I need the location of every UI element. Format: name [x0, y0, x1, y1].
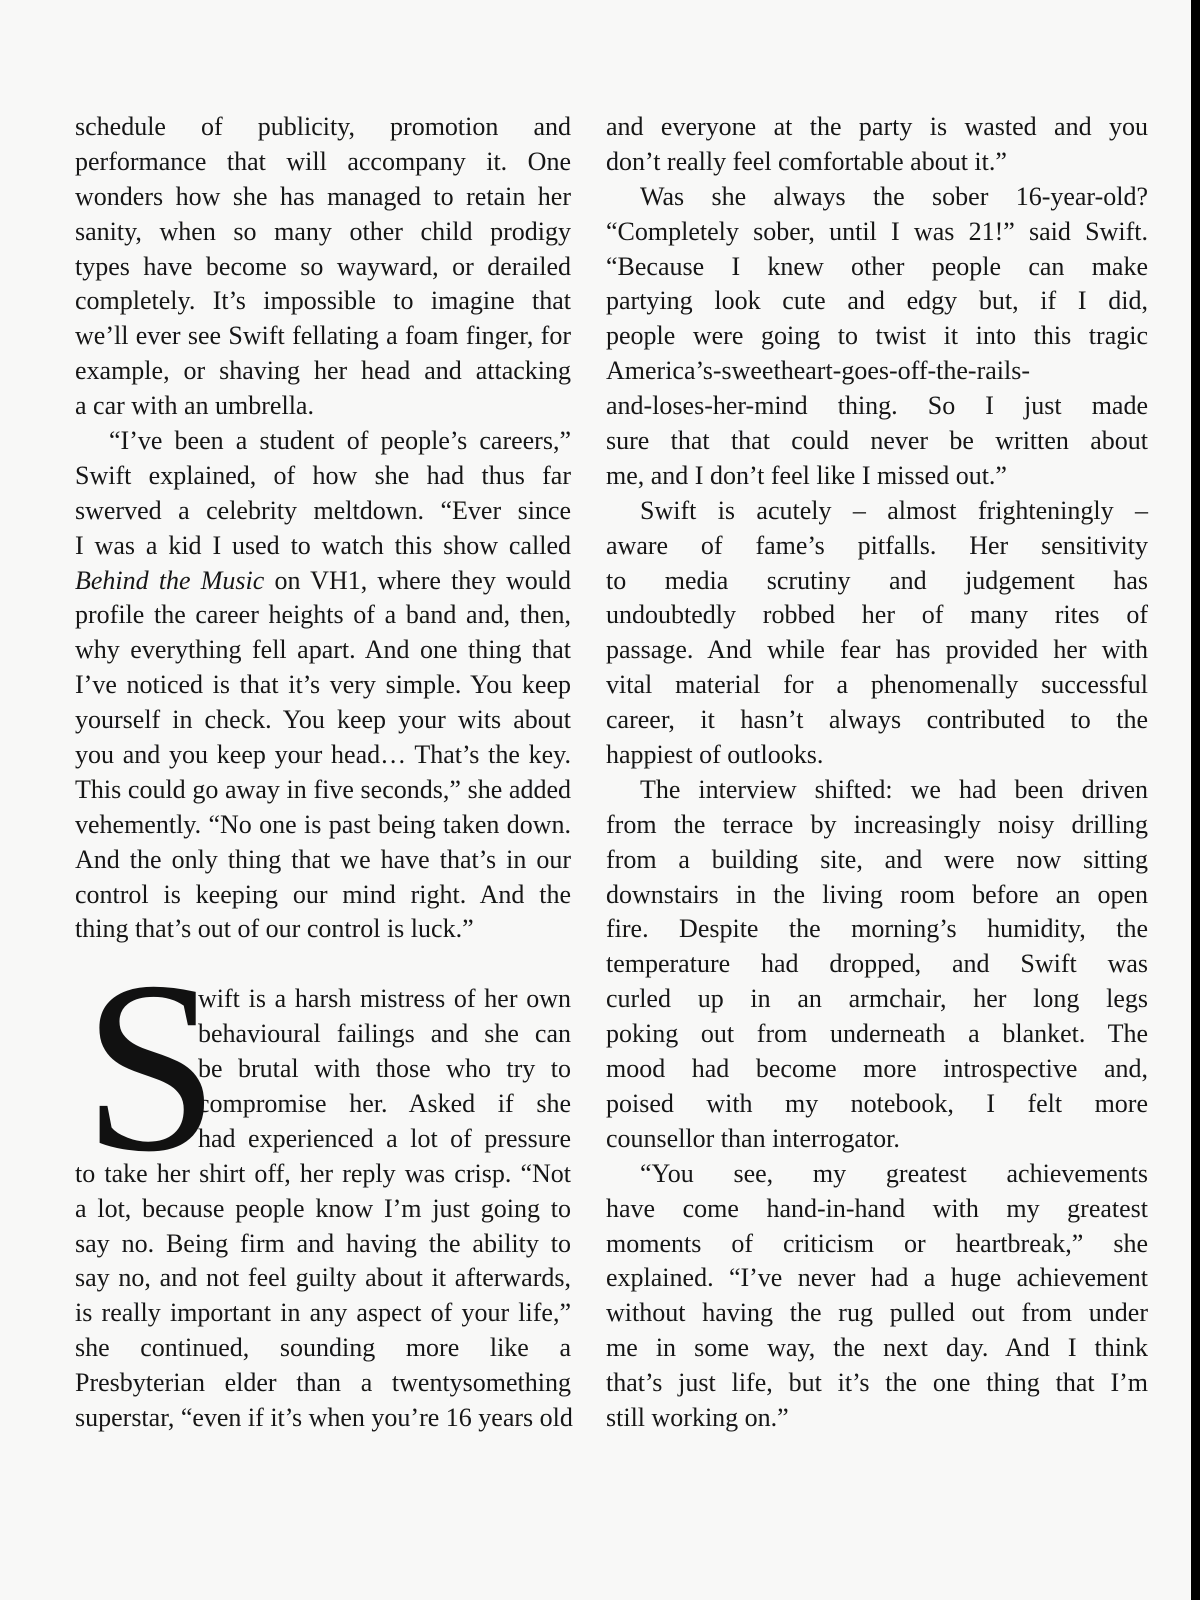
text-line: compromise her. Asked if she: [198, 1088, 571, 1118]
text-line: sure that that could never be written about: [606, 426, 1148, 456]
left-column: [75, 110, 571, 1436]
text-line: Behind the Music on VH1, where they would: [75, 565, 571, 595]
drop-cap: S: [83, 931, 220, 1203]
text-line: passage. And while fear has provided her with: [606, 635, 1148, 665]
text-line: moments of criticism or heartbreak,” she: [606, 1228, 1148, 1258]
text-line: thing that’s out of our control is luck.”: [75, 914, 474, 944]
text-line: counsellor than interrogator.: [606, 1123, 900, 1153]
text-line: sanity, when so many other child prodigy: [75, 216, 571, 246]
paragraph: [606, 110, 1148, 180]
text-line: have come hand-in-hand with my greatest: [606, 1193, 1148, 1223]
paragraph-dropcap: [75, 931, 573, 1436]
text-line: profile the career heights of a band and, then,: [75, 600, 571, 630]
text-line: yourself in check. You keep your wits about: [75, 705, 571, 735]
paragraph: [606, 773, 1148, 1157]
text-line: “Completely sober, until I was 21!” said Swift.: [606, 216, 1148, 246]
text-line: people were going to twist it into this tragic: [606, 321, 1148, 351]
text-line: America’s-sweetheart-goes-off-the-rails-: [606, 356, 1030, 386]
text-line: fire. Despite the morning’s humidity, the: [606, 914, 1148, 944]
text-line: partying look cute and edgy but, if I did,: [606, 286, 1148, 316]
text-line: say no, and not feel guilty about it afterwards,: [75, 1263, 571, 1293]
text-line: mood had become more introspective and,: [606, 1054, 1148, 1084]
text-line: downstairs in the living room before an open: [606, 879, 1148, 909]
text-line: a lot, because people know I’m just going to: [75, 1193, 571, 1223]
text-line: completely. It’s impossible to imagine that: [75, 286, 571, 316]
text-line: aware of fame’s pitfalls. Her sensitivity: [606, 530, 1148, 560]
text-line: “I’ve been a student of people’s careers,”: [109, 426, 571, 456]
text-line: still working on.”: [606, 1402, 789, 1432]
text-line: from a building site, and were now sitting: [606, 844, 1148, 874]
text-line: you and you keep your head… That’s the key.: [75, 740, 571, 770]
text-line: Was she always the sober 16-year-old?: [640, 181, 1148, 211]
text-line: without having the rug pulled out from under: [606, 1298, 1148, 1328]
paragraph: [75, 110, 571, 424]
paragraph: [606, 180, 1148, 494]
text-line: me in some way, the next day. And I think: [606, 1333, 1148, 1363]
text-line: vehemently. “No one is past being taken down.: [75, 809, 571, 839]
text-line: happiest of outlooks.: [606, 740, 824, 770]
text-line: “You see, my greatest achievements: [640, 1158, 1148, 1188]
text-line: that’s just life, but it’s the one thing that I’m: [606, 1368, 1148, 1398]
paragraph: [606, 1157, 1148, 1436]
text-line: wift is a harsh mistress of her own: [198, 984, 571, 1014]
text-line: curled up in an armchair, her long legs: [606, 984, 1148, 1014]
text-line: example, or shaving her head and attacking: [75, 356, 571, 386]
paragraph: [75, 424, 571, 947]
text-line: This could go away in five seconds,” she added: [75, 774, 571, 804]
text-line: to media scrutiny and judgement has: [606, 565, 1148, 595]
text-line: temperature had dropped, and Swift was: [606, 949, 1148, 979]
text-line: from the terrace by increasingly noisy drilling: [606, 809, 1148, 839]
text-line: a car with an umbrella.: [75, 391, 314, 421]
text-line: had experienced a lot of pressure: [198, 1123, 571, 1153]
text-line: wonders how she has managed to retain her: [75, 181, 571, 211]
text-line: poised with my notebook, I felt more: [606, 1088, 1148, 1118]
text-line: behavioural failings and she can: [198, 1019, 571, 1049]
text-line: poking out from underneath a blanket. The: [606, 1019, 1148, 1049]
text-line: Swift explained, of how she had thus far: [75, 460, 571, 490]
text-line: vital material for a phenomenally successful: [606, 670, 1148, 700]
text-line: I was a kid I used to watch this show called: [75, 530, 571, 560]
text-line: we’ll ever see Swift fellating a foam finger, for: [75, 321, 571, 351]
text-line: why everything fell apart. And one thing that: [75, 635, 571, 665]
page-edge: [1191, 0, 1200, 1600]
text-line: me, and I don’t feel like I missed out.”: [606, 460, 1007, 490]
text-line: The interview shifted: we had been driven: [640, 774, 1148, 804]
text-line: explained. “I’ve never had a huge achievement: [606, 1263, 1148, 1293]
text-line: career, it hasn’t always contributed to the: [606, 705, 1148, 735]
text-line: types have become so wayward, or derailed: [75, 251, 571, 281]
text-line: don’t really feel comfortable about it.”: [606, 146, 1007, 176]
text-line: she continued, sounding more like a: [75, 1333, 571, 1363]
text-line: and-loses-her-mind thing. So I just made: [606, 391, 1148, 421]
text-line: and everyone at the party is wasted and you: [606, 112, 1148, 141]
text-line: to take her shirt off, her reply was crisp. “Not: [75, 1158, 571, 1188]
text-line: schedule of publicity, promotion and: [75, 112, 571, 141]
text-line: say no. Being firm and having the ability to: [75, 1228, 571, 1258]
text-line: Presbyterian elder than a twentysomething: [75, 1368, 571, 1398]
italic-title: Behind the Music: [75, 565, 265, 595]
text-line: I’ve noticed is that it’s very simple. You keep: [75, 670, 571, 700]
text-line: control is keeping our mind right. And the: [75, 879, 571, 909]
text-line: is really important in any aspect of your life,”: [75, 1298, 571, 1328]
right-column: [606, 110, 1148, 1436]
text-line: Swift is acutely – almost frighteningly –: [640, 495, 1148, 525]
text-line: And the only thing that we have that’s in our: [75, 844, 571, 874]
text-line: performance that will accompany it. One: [75, 146, 571, 176]
text-line: swerved a celebrity meltdown. “Ever since: [75, 495, 571, 525]
text-line: “Because I knew other people can make: [606, 251, 1148, 281]
text-line: be brutal with those who try to: [198, 1054, 571, 1084]
paragraph: [606, 494, 1148, 773]
text-line: superstar, “even if it’s when you’re 16 years old: [75, 1402, 573, 1432]
text-line: undoubtedly robbed her of many rites of: [606, 600, 1148, 630]
